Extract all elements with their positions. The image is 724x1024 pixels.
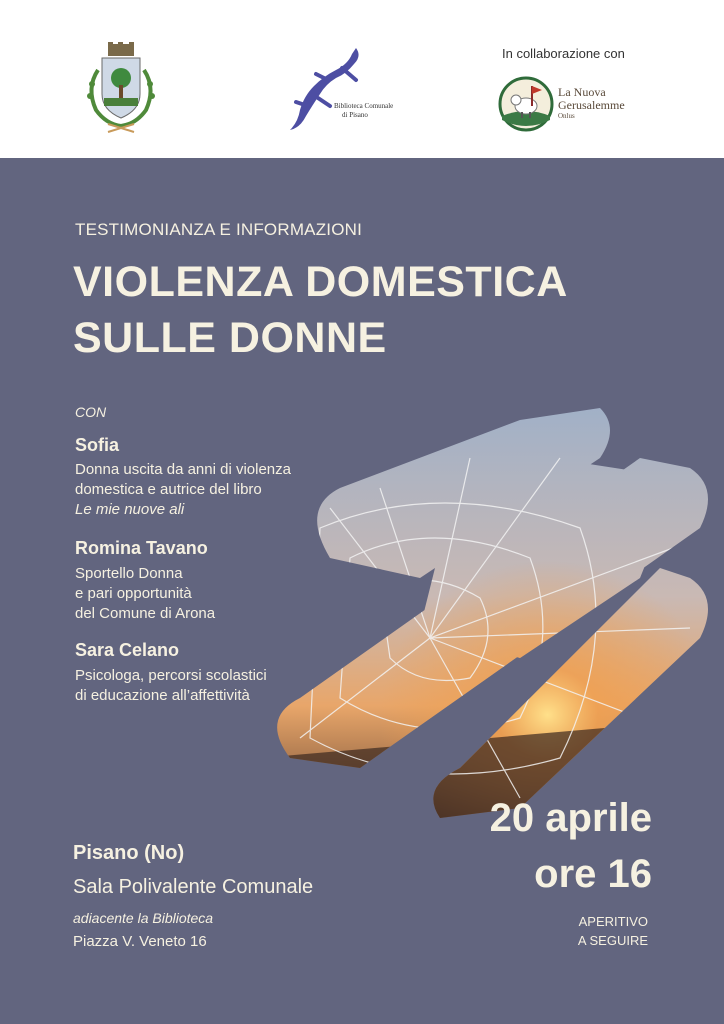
event-venue: Sala Polivalente Comunale	[73, 876, 314, 898]
speaker-description-line: del Comune di Arona	[75, 605, 216, 622]
speaker-description-line: Donna uscita da anni di violenza	[75, 461, 291, 478]
lamb-icon	[498, 76, 554, 132]
collab-label: In collaborazione con	[502, 46, 625, 61]
event-address: Piazza V. Veneto 16	[73, 933, 207, 950]
aperitivo-line: A SEGUIRE	[577, 933, 648, 948]
partner-logo	[498, 76, 648, 132]
venue-note: adiacente la Biblioteca	[73, 910, 214, 926]
header	[0, 0, 724, 158]
speaker-description	[75, 666, 267, 706]
partner-suffix: Onlus	[558, 112, 575, 120]
event-datetime	[490, 790, 652, 902]
speaker-description	[75, 460, 291, 520]
library-name-line1: Biblioteca Comunale	[334, 102, 394, 110]
con-label: CON	[75, 404, 107, 420]
speaker-description-line: Psicologa, percorsi scolastici	[75, 667, 267, 684]
partner-name-line1: La Nuova	[558, 85, 606, 99]
speaker-description-line: domestica e autrice del libro	[75, 481, 262, 498]
event-city: Pisano (No)	[73, 842, 185, 864]
speaker-description-line: di educazione all’affettività	[75, 687, 250, 704]
library-logo	[286, 44, 396, 134]
speaker-description-line: e pari opportunità	[75, 585, 192, 602]
library-name-line2: di Pisano	[342, 111, 368, 119]
speaker-name-sara: Sara Celano	[75, 640, 180, 660]
event-title-line1: VIOLENZA DOMESTICA	[73, 258, 568, 306]
speaker-name-sofia: Sofia	[75, 435, 120, 455]
event-subtitle: TESTIMONIANZA E INFORMAZIONI	[75, 220, 363, 239]
speaker-name-romina: Romina Tavano	[75, 538, 208, 558]
lizard-icon	[286, 44, 366, 134]
poster-body	[0, 158, 724, 1024]
event-time: ore 16	[534, 852, 652, 896]
coat-of-arms-icon	[78, 40, 164, 136]
partner-name	[558, 86, 625, 121]
aperitivo-note	[578, 912, 648, 950]
event-title	[73, 254, 568, 366]
partner-name-line2: Gerusalemme	[558, 98, 625, 112]
aperitivo-line: APERITIVO	[578, 914, 648, 929]
book-title: Le mie nuove ali	[75, 501, 185, 518]
library-name	[334, 102, 393, 120]
event-title-line2: SULLE DONNE	[73, 314, 387, 362]
speaker-description-line: Sportello Donna	[75, 565, 183, 582]
speaker-description	[75, 564, 215, 624]
event-date: 20 aprile	[489, 796, 652, 840]
